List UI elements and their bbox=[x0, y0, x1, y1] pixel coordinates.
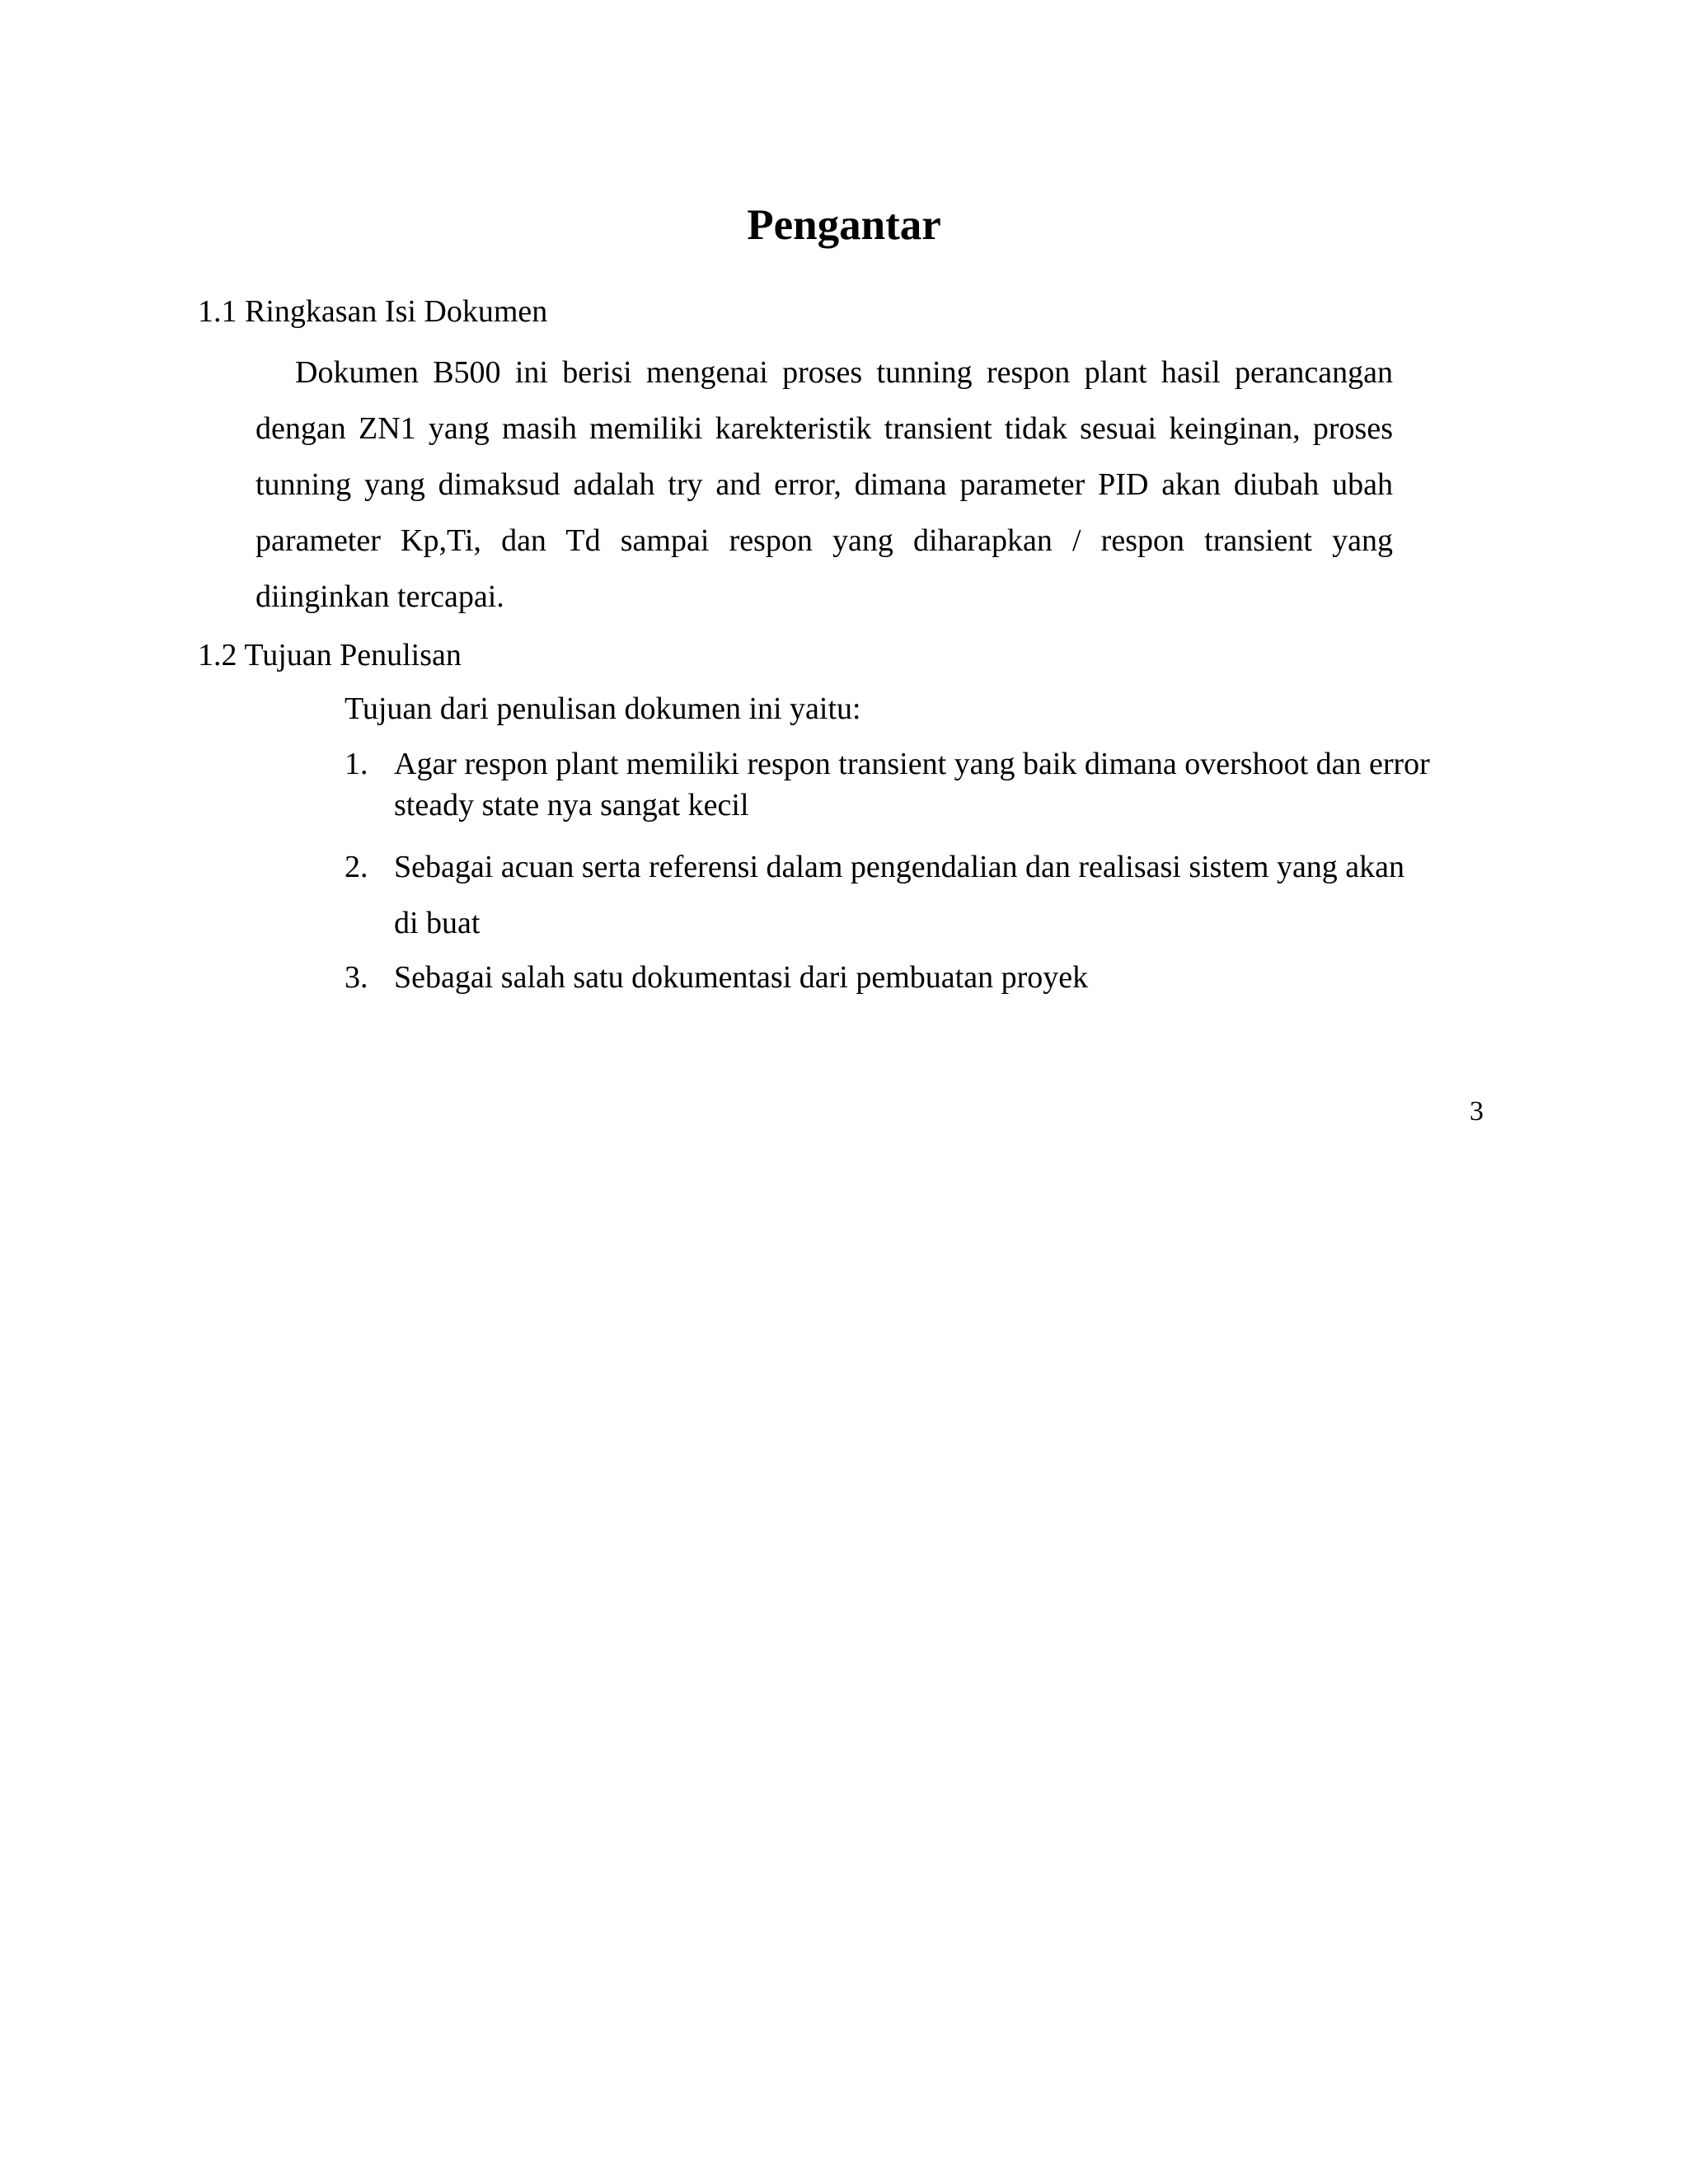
summary-paragraph: Dokumen B500 ini berisi mengenai proses tunning respon plant hasil perancangan dengan ZN1 yang masih memiliki karekteristik transient tidak sesuai keinginan, proses tunning yang dimaksud adalah try and error, dimana parameter PID akan diubah ubah parameter Kp,Ti, dan Td sampai respon yang diharapkan / respon transient yang diinginkan tercapai. bbox=[256, 355, 1393, 614]
list-item-number: 2. bbox=[345, 850, 368, 884]
list-item-text: Sebagai salah satu dokumentasi dari pembuatan proyek bbox=[394, 960, 1089, 995]
section-heading-ringkasan: 1.1 Ringkasan Isi Dokumen bbox=[198, 294, 548, 329]
section-heading-tujuan: 1.2 Tujuan Penulisan bbox=[198, 638, 462, 673]
list-item-text: Agar respon plant memiliki respon transient yang baik dimana overshoot dan error steady state nya sangat kecil bbox=[394, 747, 1430, 823]
list-item-number: 3. bbox=[345, 960, 368, 995]
list-item-text: Sebagai acuan serta referensi dalam pengendalian dan realisasi sistem yang akan di buat bbox=[394, 850, 1405, 940]
page-number: 3 bbox=[1470, 1096, 1484, 1127]
page-title: Pengantar bbox=[747, 201, 941, 249]
purpose-intro: Tujuan dari penulisan dokumen ini yaitu: bbox=[345, 691, 861, 726]
list-item-number: 1. bbox=[345, 747, 368, 781]
